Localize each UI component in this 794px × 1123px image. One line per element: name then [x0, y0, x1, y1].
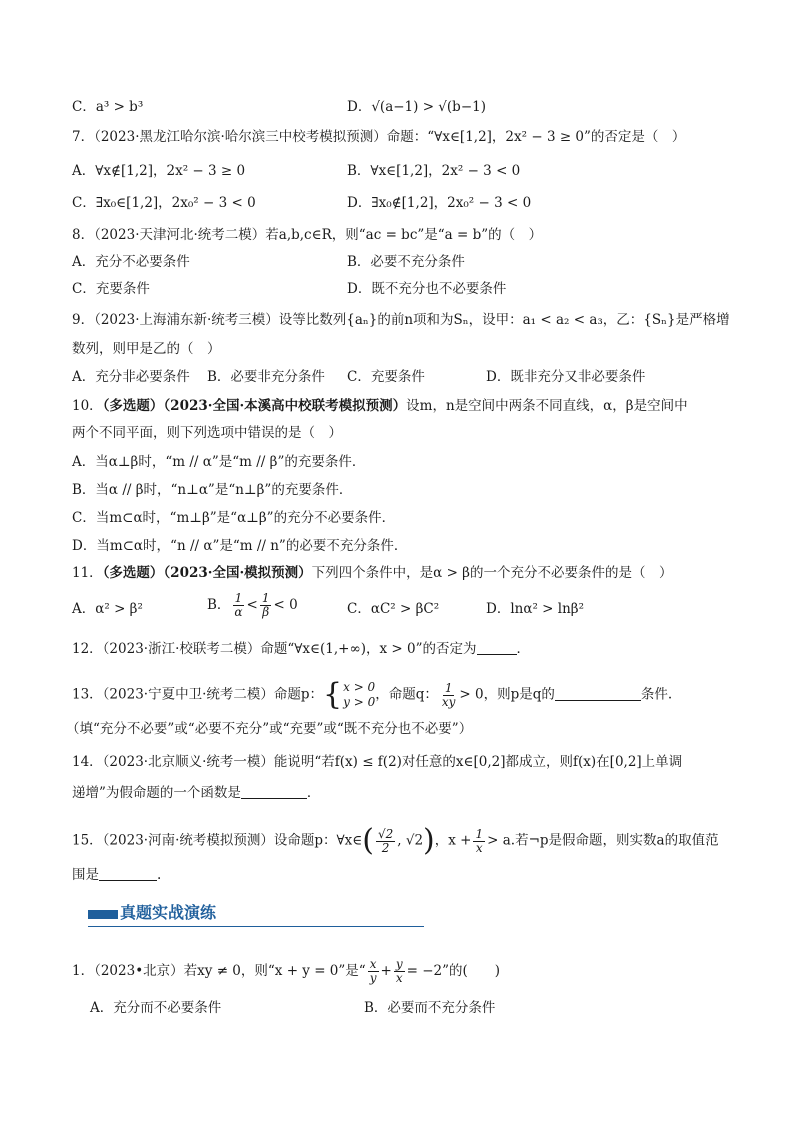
q11-multi-tag: （多选题）	[102, 565, 164, 581]
q9-stem: 9．（2023·上海浦东新·统考三模）设等比数列{aₙ}的前n项和为Sₙ，设甲：a₁ < a₂ < a₃，乙：{Sₙ}是严格增	[72, 312, 730, 328]
q11-option-b-rest: < 0	[273, 597, 298, 613]
past-q1-stem-pre: 1．（2023•北京）若xy ≠ 0，则“x + y = 0”是“	[72, 963, 366, 979]
fraction-y-over-x: $\frac{y}{x}$	[395, 957, 403, 985]
q13-end: 条件.	[640, 686, 673, 703]
q15-stem-pre: 15．（2023·河南·统考模拟预测）设命题p：∀x∈	[72, 832, 363, 849]
fraction-1-over-alpha: $\frac{1}{\alpha}$	[234, 591, 243, 619]
fraction-1-over-xy: $\frac{1}{xy}$	[441, 680, 456, 709]
q10-stem	[72, 397, 688, 415]
q13-system-of-conditions	[323, 677, 376, 712]
q10-number: 10．	[72, 398, 103, 414]
q13-condition-y: y > 0	[343, 695, 376, 709]
q8-option-d: D．既不充分也不必要条件	[347, 281, 507, 297]
q10-stem-cont: 两个不同平面，则下列选项中错误的是（ ）	[72, 425, 342, 441]
q8-option-c: C．充要条件	[72, 281, 150, 297]
past-q1-option-b: B．必要而不充分条件	[364, 1000, 496, 1016]
plus-sign: +	[380, 963, 392, 979]
q14-stem: 14．（2023·北京顺义·统考一模）能说明“若f(x) ≤ f(2)对任意的x∈[0,2]都成立，则f(x)在[0,2]上单调	[72, 754, 683, 770]
q13-stem-gt: > 0，则p是q的	[459, 686, 555, 703]
past-q1-stem-post: = −2”的( )	[406, 963, 501, 979]
q13-condition-x: x > 0	[343, 680, 376, 694]
q8-stem: 8．（2023·天津河北·统考二模）若a,b,c∈R，则“ac = bc”是“a = b”的（ ）	[72, 227, 543, 243]
q15-stem-post2: > a.若¬p是假命题，则实数a的取值范	[487, 832, 719, 849]
q14-stem-cont-text: 递增”为假命题的一个函数是	[72, 785, 241, 801]
q15-stem-post: ，x +	[434, 832, 472, 849]
q10-option-d: D．当m⊂α时，“n // α”是“m // n”的必要不充分条件．	[72, 538, 408, 554]
q13-stem	[72, 677, 673, 712]
close-paren-icon: )	[423, 823, 435, 858]
q10-source: （2023·全国·本溪高中校联考模拟预测）	[163, 398, 407, 414]
open-paren-icon: (	[362, 823, 374, 858]
q11-option-b: B． $\frac{1}{\alpha}$ < $\frac{1}{\beta}$ < 0	[207, 591, 298, 619]
q15-stem-cont-text: 围是	[72, 867, 99, 883]
q10-option-b: B．当α // β时，“n⊥α”是“n⊥β”的充要条件．	[72, 482, 353, 498]
q15-answer-blank[interactable]	[99, 866, 157, 881]
q12-stem	[72, 640, 530, 658]
q12-answer-blank[interactable]	[477, 640, 517, 655]
q7-option-b: B．∀x∈[1,2]，2x² − 3 < 0	[347, 163, 521, 179]
q12-end: ．	[516, 641, 530, 657]
q11-stem-text: 下列四个条件中，是α > β的一个充分不必要条件的是（ ）	[311, 565, 673, 581]
q10-multi-tag: （多选题）	[102, 398, 164, 414]
q14-answer-blank[interactable]	[241, 784, 307, 799]
q6-option-d: D．√(a−1) > √(b−1)	[347, 99, 486, 115]
q9-option-b: B．必要非充分条件	[207, 369, 325, 385]
q15-stem	[72, 823, 719, 858]
q10-stem-text: 设m，n是空间中两条不同直线，α，β是空间中	[406, 398, 688, 414]
q13-note: （填“充分不必要”或“必要不充分”或“充要”或“既不充分也不必要”）	[66, 721, 473, 737]
q13-stem-pre: 13．（2023·宁夏中卫·统考二模）命题p：	[72, 686, 324, 703]
q7-stem: 7．（2023·黑龙江哈尔滨·哈尔滨三中校考模拟预测）命题：“∀x∈[1,2]，2x² − 3 ≥ 0”的否定是（ ）	[72, 129, 686, 145]
q13-stem-mid: ，命题q：	[375, 686, 438, 703]
q7-option-d: D．∃x₀∉[1,2]，2x₀² − 3 < 0	[347, 195, 532, 211]
q9-stem-cont: 数列，则甲是乙的（ ）	[72, 341, 221, 357]
q8-option-a: A．充分不必要条件	[72, 254, 190, 270]
q15-end: .	[157, 867, 162, 883]
q11-source: （2023·全国·模拟预测）	[163, 565, 312, 581]
q11-option-a: A．α² > β²	[72, 601, 143, 617]
q9-option-c: C．充要条件	[347, 369, 425, 385]
q12-stem-text: 12．（2023·浙江·校联考二模）命题“∀x∈(1,+∞)，x > 0”的否定为	[72, 641, 477, 657]
past-q1-option-a: A．充分而不必要条件	[90, 1000, 222, 1016]
section-bar-icon	[88, 910, 118, 919]
q6-option-c: C．a³ > b³	[72, 99, 144, 115]
brace-icon: {	[323, 677, 343, 712]
q11-option-d: D．lnα² > lnβ²	[486, 601, 584, 617]
q7-option-a: A．∀x∉[1,2]，2x² − 3 ≥ 0	[72, 163, 246, 179]
fraction-1-over-x: $\frac{1}{x}$	[475, 826, 484, 855]
q10-option-c: C．当m⊂α时，“m⊥β”是“α⊥β”的充分不必要条件．	[72, 510, 396, 526]
fraction-x-over-y: $\frac{x}{y}$	[369, 957, 377, 985]
q11-option-b-label: B．	[207, 597, 231, 613]
q11-option-c: C．αC² > βC²	[347, 601, 440, 617]
q15-stem-cont	[72, 866, 161, 884]
q14-end: ．	[306, 785, 321, 801]
fraction-sqrt2-over-2: $\frac{√2}{2}$	[377, 826, 394, 855]
fraction-1-over-beta: $\frac{1}{\beta}$	[261, 591, 270, 619]
q14-stem-cont	[72, 784, 320, 802]
section-title: 真题实战演练	[120, 903, 217, 922]
q13-answer-blank[interactable]	[555, 686, 641, 701]
q7-option-c: C．∃x₀∈[1,2]，2x₀² − 3 < 0	[72, 195, 256, 211]
q10-option-a: A．当α⊥β时，“m // α”是“m // β”的充要条件．	[72, 454, 366, 470]
section-underline	[88, 926, 424, 927]
past-q1-stem	[72, 958, 500, 985]
q11-stem	[72, 564, 673, 582]
q11-number: 11．	[72, 565, 103, 581]
q9-option-a: A．充分非必要条件	[72, 369, 190, 385]
q9-option-d: D．既非充分又非必要条件	[486, 369, 646, 385]
q15-interval-upper: , √2	[397, 832, 424, 849]
q8-option-b: B．必要不充分条件	[347, 254, 465, 270]
